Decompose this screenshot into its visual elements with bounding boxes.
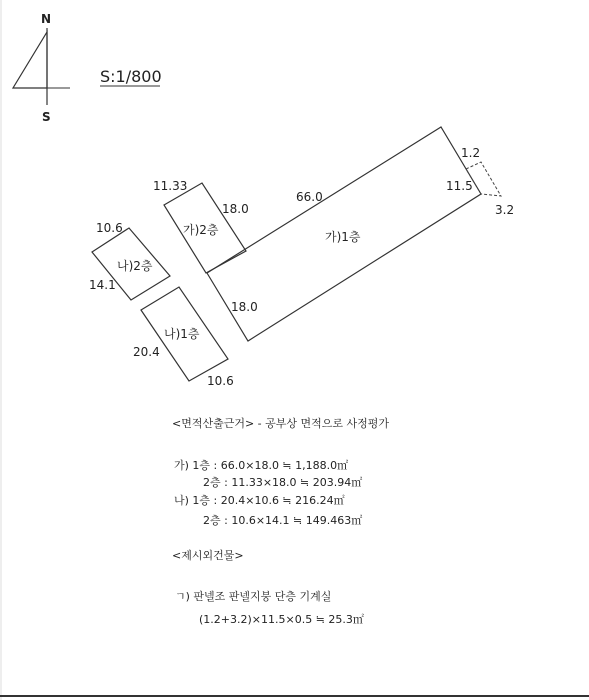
dim-na2-top: 10.6 — [96, 221, 123, 235]
dim-ga2-side: 18.0 — [222, 202, 249, 216]
page-bottom-border — [0, 695, 589, 697]
dim-na1-side: 20.4 — [133, 345, 160, 359]
ga-1f-calc: 가) 1층 : 66.0×18.0 ≒ 1,188.0㎡ — [174, 459, 349, 472]
south-label: S — [42, 110, 51, 124]
dim-annex-side: 11.5 — [446, 179, 473, 193]
dim-na2-side: 14.1 — [89, 278, 116, 292]
label-na-1f: 나)1층 — [164, 327, 200, 341]
ga-2f-calc: 2층 : 11.33×18.0 ≒ 203.94㎡ — [203, 476, 363, 489]
dim-ga2-top: 11.33 — [153, 179, 188, 193]
north-label: N — [41, 12, 52, 26]
label-na-2f: 나)2층 — [117, 259, 153, 273]
label-ga-1f: 가)1층 — [325, 230, 361, 244]
na-2f-calc: 2층 : 10.6×14.1 ≒ 149.463㎡ — [203, 514, 363, 527]
basis-heading: <면적산출근거> - 공부상 면적으로 사정평가 — [172, 417, 390, 430]
dim-ga1-length: 66.0 — [296, 190, 323, 204]
extra-building-calc: (1.2+3.2)×11.5×0.5 ≒ 25.3㎡ — [199, 613, 364, 626]
dim-annex-bottom: 3.2 — [495, 203, 515, 217]
scale-label: S:1/800 — [100, 67, 162, 86]
dim-na1-bottom: 10.6 — [207, 374, 234, 388]
dim-annex-top: 1.2 — [461, 146, 481, 160]
label-ga-2f: 가)2층 — [183, 223, 219, 237]
extra-building-desc: ㄱ) 판넬조 판넬지붕 단층 기계실 — [175, 590, 332, 603]
north-arrow-icon — [13, 28, 70, 105]
extra-heading: <제시외건물> — [172, 549, 244, 562]
na-1f-calc: 나) 1층 : 20.4×10.6 ≒ 216.24㎡ — [174, 494, 345, 507]
dim-ga1-width: 18.0 — [231, 300, 258, 314]
